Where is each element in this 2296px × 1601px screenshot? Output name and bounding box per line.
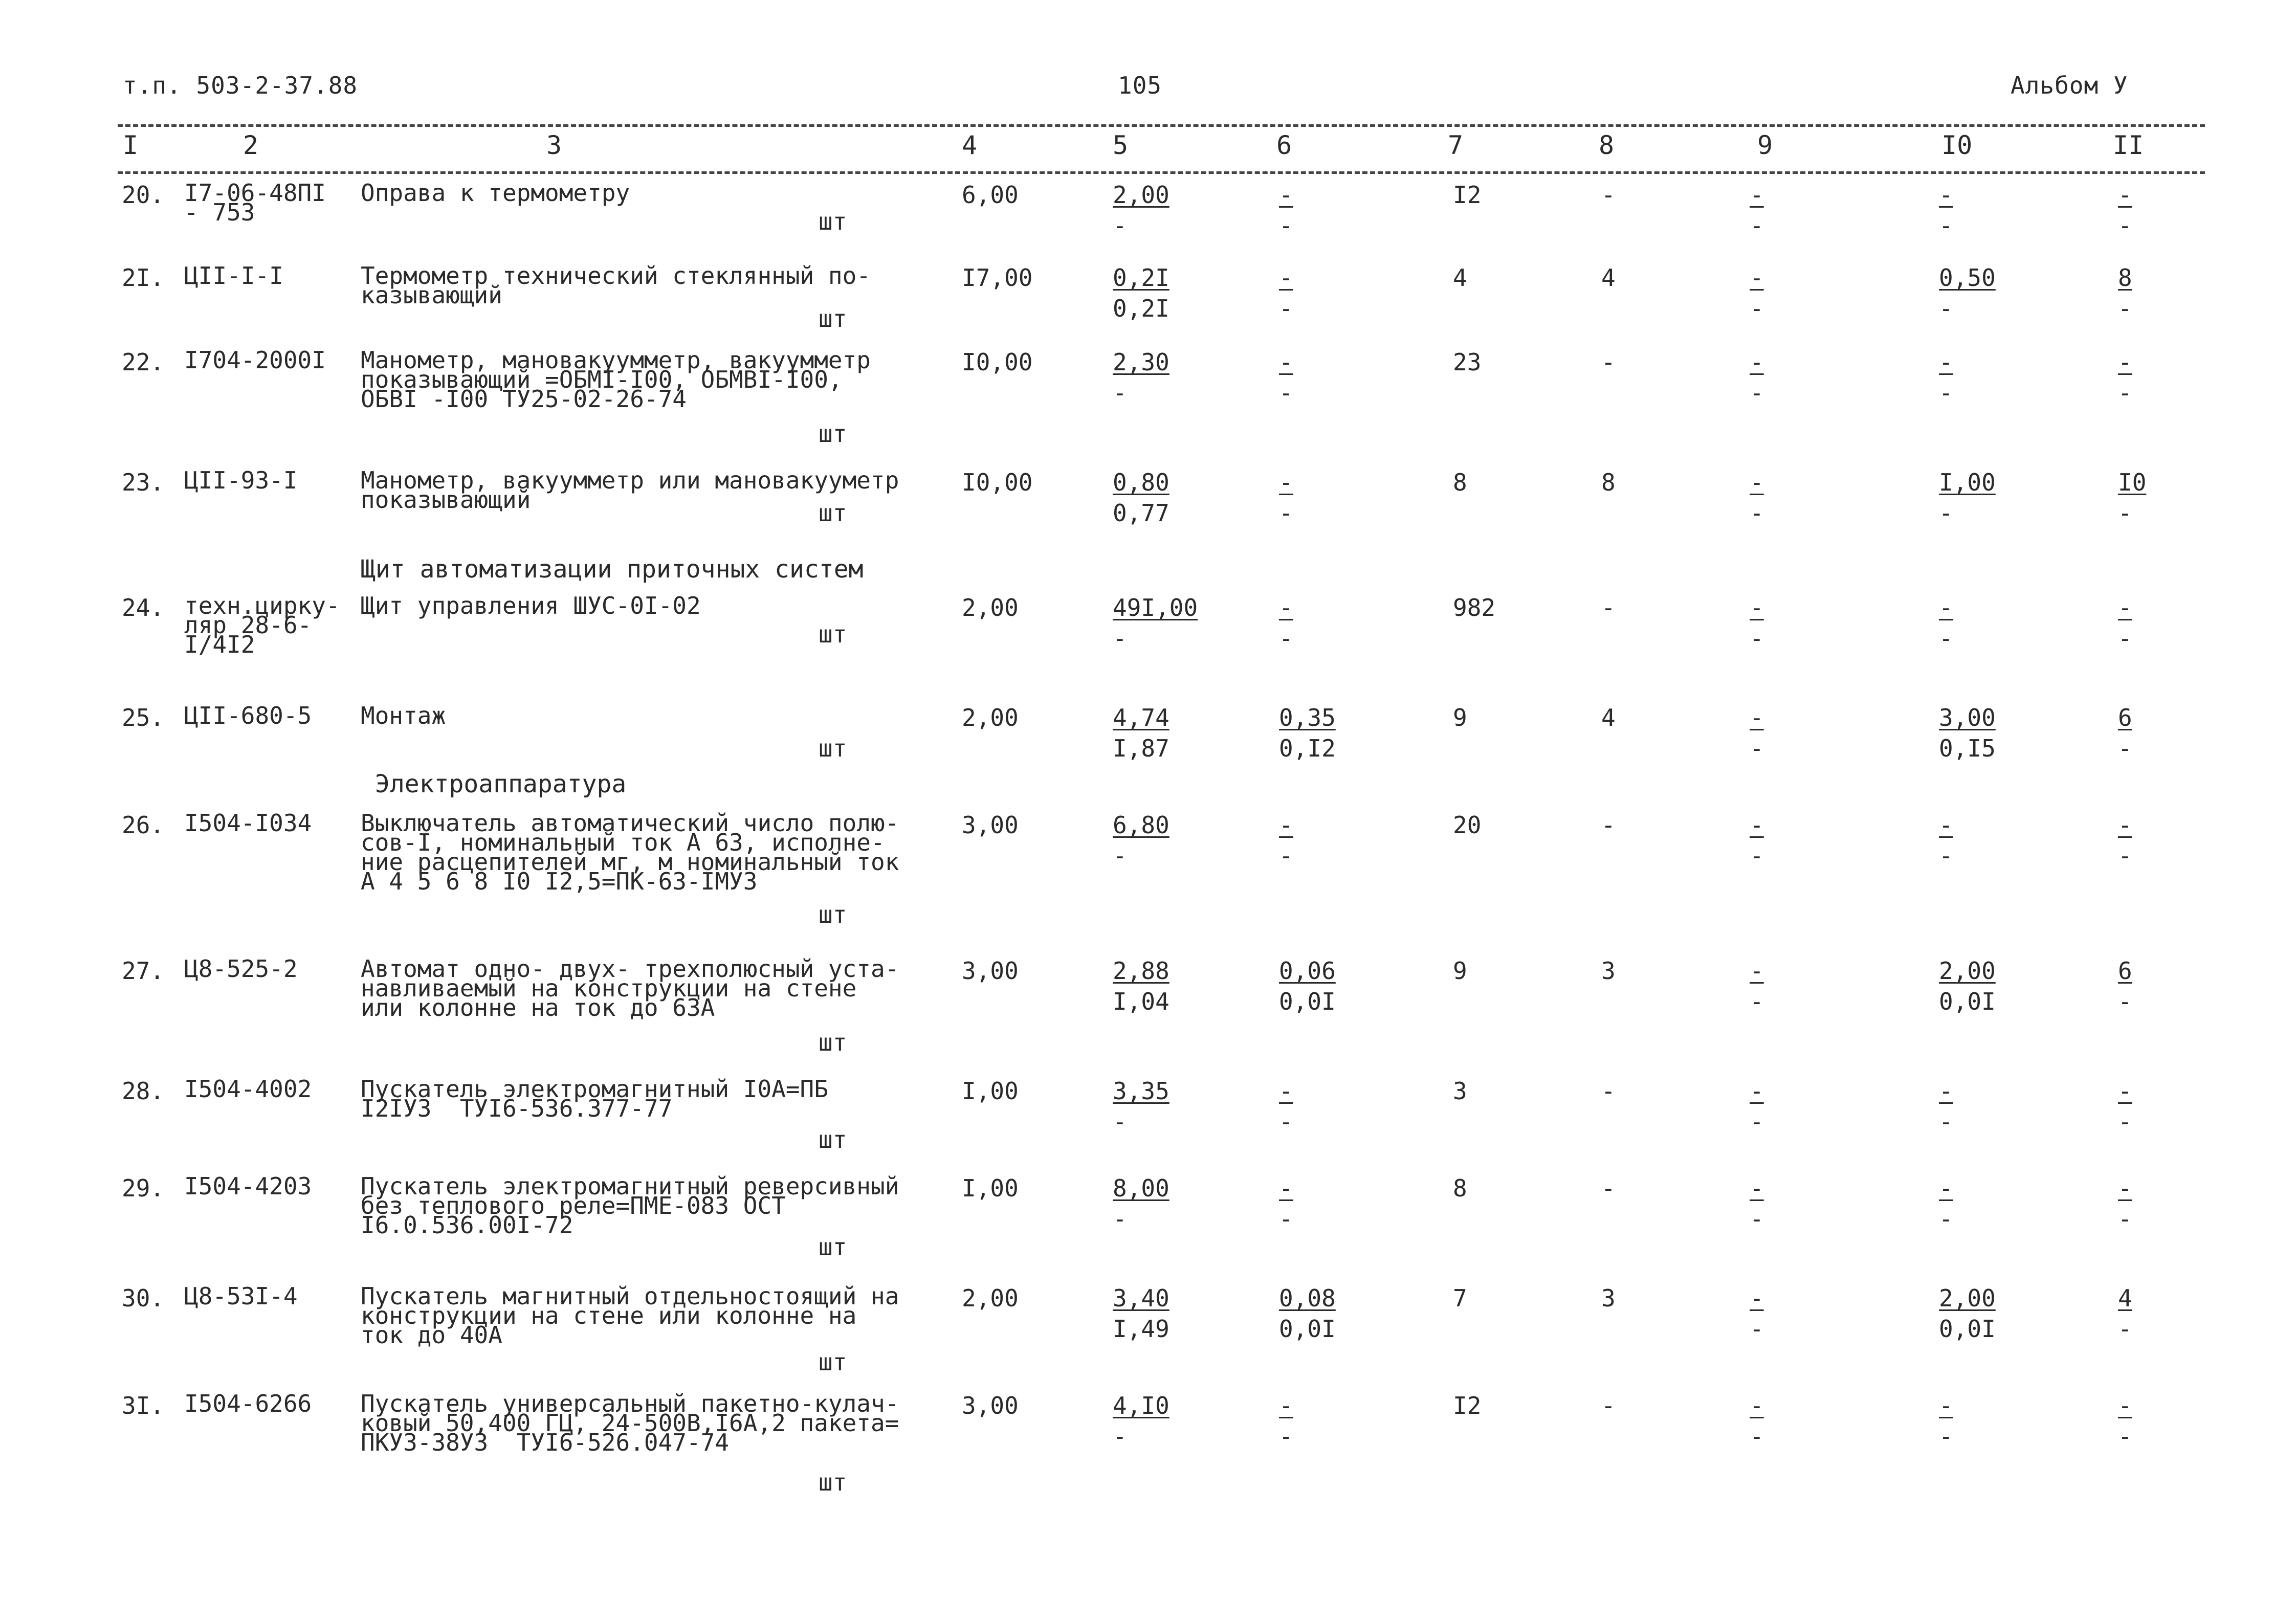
row-col7: I2 [1453,181,1482,209]
row-col11-numerator: - [2118,1174,2132,1202]
row-col5-numerator: 0,2I [1113,264,1169,292]
row-col11 [2118,959,2132,1013]
row-col11 [2118,1077,2132,1136]
row-col11 [2118,813,2132,868]
row-name: Пускатель электромагнитный I0А=ПБ I2IУ3 ТУI6-536.377-77 [361,1075,828,1122]
row-col9 [1750,266,1764,320]
row-col11-denominator: - [2118,1108,2132,1136]
row-col6-denominator: 0,0I [1279,988,1336,1015]
row-code: ЦII-93-I [184,466,298,494]
row-col9-numerator: - [1750,594,1764,621]
row-col5 [1113,1176,1169,1231]
row-col9-denominator: - [1750,625,1764,652]
row-col6-denominator: - [1279,1108,1293,1136]
row-col10-denominator: - [1939,295,1953,322]
row-unit: шт [819,1233,847,1261]
row-col5-numerator: 0,80 [1113,469,1169,496]
row-code: I504-4002 [184,1075,312,1103]
section-title: Щит автоматизации приточных систем [361,555,864,584]
row-col10 [1939,183,1953,237]
row-number: 26. [122,811,165,839]
row-col5-denominator: - [1113,379,1127,407]
row-col7: 9 [1453,704,1467,731]
row-col10 [1939,266,1996,320]
row-col9 [1750,1077,1764,1136]
row-col8: - [1601,594,1616,621]
row-col9 [1750,596,1764,650]
row-col10-numerator: 2,00 [1939,1284,1996,1312]
row-col10-denominator: - [1939,1205,1953,1233]
row-col7: 8 [1453,1174,1467,1202]
row-col9 [1750,471,1764,525]
row-col9-numerator: - [1750,348,1764,376]
row-col5-denominator: - [1113,1422,1127,1450]
row-col7: I2 [1453,1392,1482,1419]
row-col10 [1939,813,1953,868]
row-col6-denominator: 0,I2 [1279,735,1336,762]
row-col11-numerator: - [2118,594,2132,621]
row-col10 [1939,350,1953,405]
row-col10 [1939,1077,1953,1136]
row-col8: - [1601,811,1616,839]
row-col6-denominator: - [1279,295,1293,322]
row-unit: шт [819,1348,847,1376]
col-num-9: 9 [1757,130,1773,160]
row-col10-numerator: I,00 [1939,469,1996,496]
row-col9-numerator: - [1750,469,1764,496]
row-col11-numerator: - [2118,811,2132,839]
row-col9-numerator: - [1750,1077,1764,1105]
row-col5-denominator: I,04 [1113,988,1169,1015]
row-col7: 20 [1453,811,1482,839]
row-quantity: 3,00 [962,811,1019,839]
row-col6 [1279,266,1293,320]
row-col9-denominator: - [1750,1108,1764,1136]
row-col11-numerator: - [2118,1077,2132,1105]
row-col10-numerator: 0,50 [1939,264,1996,292]
row-col11 [2118,350,2132,405]
row-quantity: I,00 [962,1077,1019,1105]
row-number: 29. [122,1174,165,1202]
row-col5 [1113,813,1169,868]
row-col5-denominator: - [1113,625,1127,652]
row-number: 2I. [122,264,165,292]
row-col6-denominator: 0,0I [1279,1315,1336,1343]
row-code: I7-06-48ПI - 753 [184,179,326,226]
row-name: Автомат одно- двух- трехполюсный уста- навливаемый на конструкции на стене или колонне на ток до 63А [361,955,899,1021]
row-col9-denominator: - [1750,1422,1764,1450]
row-col10-numerator: - [1939,181,1953,209]
row-col9-denominator: - [1750,842,1764,870]
row-col11-denominator: - [2118,842,2132,870]
row-col9 [1750,959,1764,1013]
row-col11-denominator: - [2118,625,2132,652]
row-col11-numerator: - [2118,348,2132,376]
row-col5 [1113,266,1169,320]
row-name: Выключатель автоматический число полю- сов-I, номинальный ток А 63, исполне- ние расцепителей мг, м номинальный ток А 4 5 6 8 I0 I2,5=ПК-63-IМУ3 [361,809,899,895]
row-col6 [1279,706,1336,760]
row-col6-numerator: 0,35 [1279,704,1336,731]
row-number: 24. [122,594,165,621]
row-col11-denominator: - [2118,295,2132,322]
row-col5-numerator: 6,80 [1113,811,1169,839]
row-col9-numerator: - [1750,1174,1764,1202]
row-col5 [1113,959,1169,1013]
row-col11-numerator: 6 [2118,704,2132,731]
row-col5-numerator: 3,35 [1113,1077,1169,1105]
row-col6 [1279,1286,1336,1341]
row-col11-denominator: - [2118,499,2132,527]
row-name: Монтаж [361,702,446,729]
row-col6-numerator: - [1279,181,1293,209]
row-col10-denominator: - [1939,1108,1953,1136]
row-col10-denominator: - [1939,499,1953,527]
row-col7: 3 [1453,1077,1467,1105]
row-col5 [1113,1286,1169,1341]
row-col11 [2118,183,2132,237]
row-quantity: I0,00 [962,469,1033,496]
row-col11 [2118,1176,2132,1231]
row-quantity: I7,00 [962,264,1033,292]
row-col5-denominator: - [1113,842,1127,870]
row-col9-denominator: - [1750,735,1764,762]
row-col7: 7 [1453,1284,1467,1312]
album-label: Альбом У [2011,72,2128,99]
col-num-5: 5 [1113,130,1129,160]
row-col6-numerator: - [1279,264,1293,292]
row-col5-denominator: 0,2I [1113,295,1169,322]
row-col11-numerator: I0 [2118,469,2147,496]
row-unit: шт [819,901,847,928]
row-col7: 23 [1453,348,1482,376]
row-quantity: I,00 [962,1174,1019,1202]
row-col10-numerator: - [1939,348,1953,376]
row-col10-denominator: 0,0I [1939,988,1996,1015]
row-col6-denominator: - [1279,379,1293,407]
row-col6-denominator: - [1279,212,1293,239]
row-col9-denominator: - [1750,988,1764,1015]
row-col10-numerator: - [1939,1077,1953,1105]
row-col5 [1113,471,1169,525]
row-col7: 982 [1453,594,1496,621]
col-num-7: 7 [1448,130,1464,160]
col-num-4: 4 [962,130,978,160]
row-col8: - [1601,1174,1616,1202]
row-col10-numerator: 3,00 [1939,704,1996,731]
row-col10 [1939,1286,1996,1341]
row-col11 [2118,266,2132,320]
row-col9-denominator: - [1750,379,1764,407]
row-col11-numerator: 6 [2118,957,2132,985]
row-col11 [2118,1286,2132,1341]
row-col6-numerator: - [1279,594,1293,621]
row-col9 [1750,1394,1764,1448]
row-unit: шт [819,305,847,332]
row-col8: 4 [1601,264,1616,292]
row-col10-numerator: - [1939,594,1953,621]
row-col9-numerator: - [1750,181,1764,209]
row-name: Термометр технический стеклянный по- казывающий [361,262,871,309]
row-col6-denominator: - [1279,842,1293,870]
row-col5-numerator: 49I,00 [1113,594,1198,621]
row-col5-numerator: 2,00 [1113,181,1169,209]
row-col10-numerator: - [1939,1392,1953,1419]
row-col10-denominator: - [1939,379,1953,407]
row-name: Пускатель магнитный отдельностоящий на конструкции на стене или колонне на ток до 40А [361,1282,899,1349]
col-num-11: II [2113,130,2144,160]
row-col9-numerator: - [1750,957,1764,985]
page-number: 105 [1118,72,1162,99]
header-rule-bottom [118,171,2205,174]
row-col7: 4 [1453,264,1467,292]
row-col5-denominator: I,87 [1113,735,1169,762]
row-col6-numerator: - [1279,1392,1293,1419]
row-unit: шт [819,499,847,527]
row-col6 [1279,1394,1293,1448]
row-col9-numerator: - [1750,1284,1764,1312]
row-col5 [1113,1394,1169,1448]
row-unit: шт [819,420,847,448]
row-col8: - [1601,1392,1616,1419]
row-col6-denominator: - [1279,1422,1293,1450]
row-col9-numerator: - [1750,704,1764,731]
row-col6-denominator: - [1279,625,1293,652]
row-col11-denominator: - [2118,1422,2132,1450]
row-code: Ц8-53I-4 [184,1282,298,1310]
row-col5 [1113,706,1169,760]
row-col11 [2118,596,2132,650]
row-col6 [1279,183,1293,237]
row-col5-numerator: 2,88 [1113,957,1169,985]
row-col10-numerator: - [1939,811,1953,839]
row-name: Манометр, мановакуумметр, вакуумметр показывающий =ОБМI-I00, ОБМВI-I00, ОБВI -I00 ТУ25-02-26-74 [361,346,871,413]
row-col10-denominator: - [1939,212,1953,239]
row-code: ЦII-I-I [184,262,283,290]
row-code: техн.цирку- ляр 28-6- I/4I2 [184,592,340,658]
row-col10 [1939,1176,1953,1231]
row-col6 [1279,813,1293,868]
row-col11-numerator: 8 [2118,264,2132,292]
row-col6 [1279,959,1336,1013]
row-col11-numerator: - [2118,1392,2132,1419]
row-col11 [2118,471,2146,525]
row-unit: шт [819,1469,847,1496]
row-quantity: 2,00 [962,1284,1019,1312]
row-name: Пускатель электромагнитный реверсивный без теплового реле=ПМЕ-083 ОСТ I6.0.536.00I-72 [361,1172,899,1239]
row-col5-denominator: - [1113,1108,1127,1136]
row-col6 [1279,350,1293,405]
row-col9-denominator: - [1750,212,1764,239]
row-number: 3I. [122,1392,165,1419]
row-col10 [1939,471,1996,525]
row-col5-numerator: 4,I0 [1113,1392,1169,1419]
row-name: Пускатель универсальный пакетно-кулач- ковый 50,400 ГЦ, 24-500В,I6А,2 пакета= ПКУ3-38У3 ТУI6-526.047-74 [361,1390,899,1456]
col-num-2: 2 [243,130,259,160]
header-rule-top [118,124,2205,127]
row-col11-denominator: - [2118,735,2132,762]
row-col7: 9 [1453,957,1467,985]
row-col5-denominator: - [1113,1205,1127,1233]
row-col9-denominator: - [1750,1315,1764,1343]
row-col6-denominator: - [1279,499,1293,527]
row-col6-denominator: - [1279,1205,1293,1233]
row-col7: 8 [1453,469,1467,496]
row-col10-denominator: 0,I5 [1939,735,1996,762]
row-col9 [1750,350,1764,405]
row-number: 20. [122,181,165,209]
row-col9-numerator: - [1750,1392,1764,1419]
row-col6-numerator: - [1279,469,1293,496]
row-quantity: 6,00 [962,181,1019,209]
row-number: 25. [122,704,165,731]
row-col6-numerator: - [1279,811,1293,839]
row-col10 [1939,596,1953,650]
row-col5-denominator: I,49 [1113,1315,1169,1343]
row-col9-denominator: - [1750,1205,1764,1233]
row-col11-denominator: - [2118,988,2132,1015]
row-col10-numerator: 2,00 [1939,957,1996,985]
row-col8: 3 [1601,957,1616,985]
row-col11-numerator: 4 [2118,1284,2132,1312]
row-unit: шт [819,208,847,235]
row-col8: - [1601,348,1616,376]
col-num-6: 6 [1276,130,1292,160]
row-quantity: 2,00 [962,704,1019,731]
row-col8: 3 [1601,1284,1616,1312]
row-col5 [1113,350,1169,405]
row-col5-denominator: - [1113,212,1127,239]
row-col11-denominator: - [2118,212,2132,239]
row-col9-numerator: - [1750,264,1764,292]
row-col5-numerator: 3,40 [1113,1284,1169,1312]
row-col5-numerator: 4,74 [1113,704,1169,731]
row-col6 [1279,596,1293,650]
row-number: 22. [122,348,165,376]
row-code: I504-4203 [184,1172,312,1200]
row-col5 [1113,183,1169,237]
row-number: 23. [122,469,165,496]
row-unit: шт [819,1126,847,1153]
row-col6 [1279,1077,1293,1136]
col-num-1: I [123,130,139,160]
row-col10-denominator: 0,0I [1939,1315,1996,1343]
row-col8: 4 [1601,704,1616,731]
row-col5 [1113,596,1198,650]
row-col11 [2118,706,2132,760]
row-quantity: 2,00 [962,594,1019,621]
row-col9 [1750,813,1764,868]
row-col8: 8 [1601,469,1616,496]
row-col6 [1279,1176,1293,1231]
row-number: 28. [122,1077,165,1105]
row-col6-numerator: 0,08 [1279,1284,1336,1312]
row-unit: шт [819,1029,847,1056]
row-quantity: I0,00 [962,348,1033,376]
col-num-3: 3 [546,130,562,160]
row-col6-numerator: - [1279,1077,1293,1105]
row-col11-denominator: - [2118,379,2132,407]
row-code: I504-I034 [184,809,312,837]
col-num-10: I0 [1941,130,1973,160]
row-quantity: 3,00 [962,1392,1019,1419]
row-col10 [1939,1394,1953,1448]
row-unit: шт [819,735,847,762]
row-code: Ц8-525-2 [184,955,298,983]
row-code: I704-2000I [184,346,326,374]
row-col10-denominator: - [1939,1422,1953,1450]
row-col11 [2118,1394,2132,1448]
row-col10-numerator: - [1939,1174,1953,1202]
row-col10 [1939,959,1996,1013]
row-col5 [1113,1077,1169,1136]
row-col6-numerator: - [1279,1174,1293,1202]
row-name: Манометр, вакуумметр или мановакууметр показывающий [361,466,899,514]
row-col10-denominator: - [1939,842,1953,870]
row-unit: шт [819,620,847,648]
row-col8: - [1601,1077,1616,1105]
row-number: 27. [122,957,165,985]
row-col10-denominator: - [1939,625,1953,652]
row-col9 [1750,706,1764,760]
row-col5-numerator: 2,30 [1113,348,1169,376]
row-col9 [1750,1286,1764,1341]
row-col8: - [1601,181,1616,209]
row-col6-numerator: 0,06 [1279,957,1336,985]
row-col5-numerator: 8,00 [1113,1174,1169,1202]
row-col9-denominator: - [1750,499,1764,527]
row-name: Оправа к термометру [361,179,630,207]
row-col9 [1750,1176,1764,1231]
row-col10 [1939,706,1996,760]
row-col9-denominator: - [1750,295,1764,322]
section-title: Электроаппаратура [375,770,627,798]
document-code: т.п. 503-2-37.88 [123,72,358,99]
col-num-8: 8 [1599,130,1615,160]
row-code: ЦII-680-5 [184,702,312,729]
row-col6 [1279,471,1293,525]
row-quantity: 3,00 [962,957,1019,985]
row-name: Щит управления ШУС-0I-02 [361,592,701,619]
row-number: 30. [122,1284,165,1312]
row-col11-numerator: - [2118,181,2132,209]
row-col11-denominator: - [2118,1315,2132,1343]
row-code: I504-6266 [184,1390,312,1417]
row-col5-denominator: 0,77 [1113,499,1169,527]
row-col11-denominator: - [2118,1205,2132,1233]
row-col9-numerator: - [1750,811,1764,839]
row-col6-numerator: - [1279,348,1293,376]
row-col9 [1750,183,1764,237]
